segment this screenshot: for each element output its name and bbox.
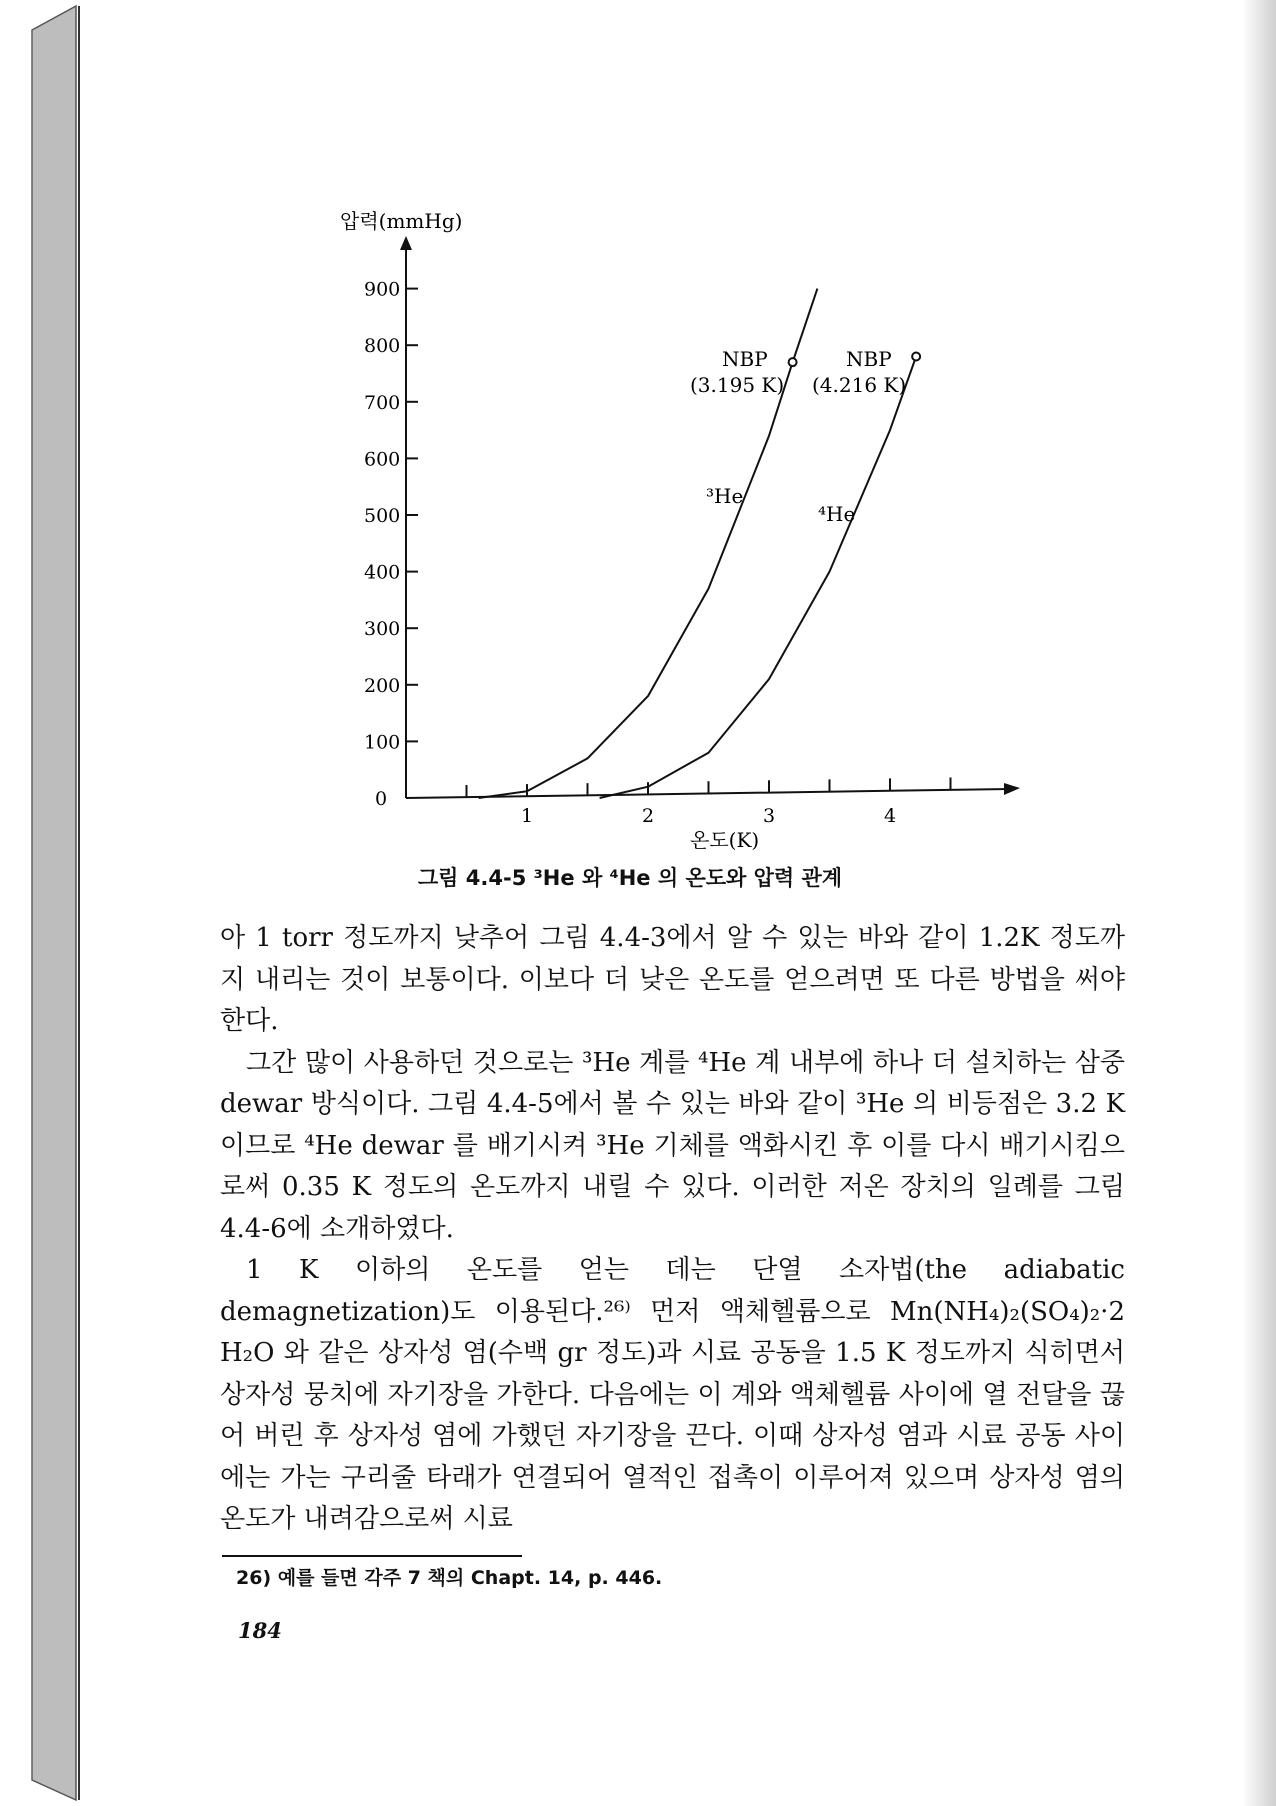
y-tick-label-100: 100 xyxy=(364,731,401,754)
y-tick-label-600: 600 xyxy=(364,448,401,471)
page-number: 184 xyxy=(238,1618,282,1643)
y-axis-arrow xyxy=(400,236,412,250)
y-tick-label-0: 0 xyxy=(375,788,388,810)
paragraph-1: 아 1 torr 정도까지 낮추어 그림 4.4-3에서 알 수 있는 바와 같이 1.2K 정도까지 내리는 것이 보통이다. 이보다 더 낮은 온도를 얻으려면 또 다른 방법을 써야 한다. xyxy=(220,923,1125,1036)
footnote: 26) 예를 들면 각주 7 책의 Chapt. 14, p. 446. xyxy=(236,1567,663,1589)
y-tick-label-200: 200 xyxy=(364,674,401,697)
figure-caption: 그림 4.4-5 ³He 와 ⁴He 의 온도와 압력 관계 xyxy=(417,866,843,890)
series-label-he3: ³He xyxy=(706,484,744,508)
body-text xyxy=(220,918,1125,1541)
paragraph-3: 1 K 이하의 온도를 얻는 데는 단열 소자법(the adiabatic demagnetization)도 이용된다.²⁶⁾ 먼저 액체헬륨으로 Mn(NH₄)₂(SO₄)₂·2 H₂O 와 같은 상자성 염(수백 gr 정도)과 시료 공동을 1.5 K 정도까지 식히면서 상자성 뭉치에 자기장을 가한다. 다음에는 이 계와 액체헬륨 사이에 열 전달을 끊어 버린 후 상자성 염에 가했던 자기장을 끈다. 이때 상자성 염과 시료 공동 사이에는 가는 구리줄 타래가 연결되어 열적인 접촉이 이루어져 있으며 상자성 염의 온도가 내려감으로써 시료 xyxy=(220,1255,1126,1534)
y-tick-label-500: 500 xyxy=(364,505,401,527)
footnote-rule xyxy=(222,1555,522,1557)
x-axis-arrow xyxy=(1004,783,1020,795)
x-tick-label-3: 3 xyxy=(763,805,776,827)
nbp-label-2: NBP xyxy=(846,347,892,371)
nbp-temp-2: (4.216 K) xyxy=(812,373,907,397)
y-tick-label-300: 300 xyxy=(364,618,401,641)
pressure-temperature-chart xyxy=(0,0,1276,900)
nbp-point-2 xyxy=(912,353,920,361)
nbp-label-1: NBP xyxy=(722,347,768,371)
y-tick-label-900: 900 xyxy=(364,278,401,301)
paragraph-2: 그간 많이 사용하던 것으로는 ³He 계를 ⁴He 계 내부에 하나 더 설치하는 삼중 dewar 방식이다. 그림 4.4-5에서 볼 수 있는 바와 같이 ³He 의 비등점은 3.2 K 이므로 ⁴He dewar 를 배기시켜 ³He 기체를 액화시킨 후 이를 다시 배기시킴으로써 0.35 K 정도의 온도까지 내릴 수 있다. 이러한 저온 장치의 일례를 그림 4.4-6에 소개하였다. xyxy=(220,1047,1125,1244)
x-tick-label-1: 1 xyxy=(521,805,534,827)
series-label-he4: ⁴He xyxy=(818,502,856,526)
x-tick-label-2: 2 xyxy=(642,805,655,827)
y-tick-label-400: 400 xyxy=(364,561,401,584)
x-axis-title: 온도(K) xyxy=(690,828,760,852)
y-tick-label-700: 700 xyxy=(364,391,401,414)
y-axis-title: 압력(mmHg) xyxy=(340,209,463,233)
nbp-temp-1: (3.195 K) xyxy=(690,373,785,397)
y-tick-label-800: 800 xyxy=(364,335,401,358)
x-tick-label-4: 4 xyxy=(884,805,897,827)
nbp-point-1 xyxy=(789,358,797,366)
series-line-he4 xyxy=(600,357,917,799)
